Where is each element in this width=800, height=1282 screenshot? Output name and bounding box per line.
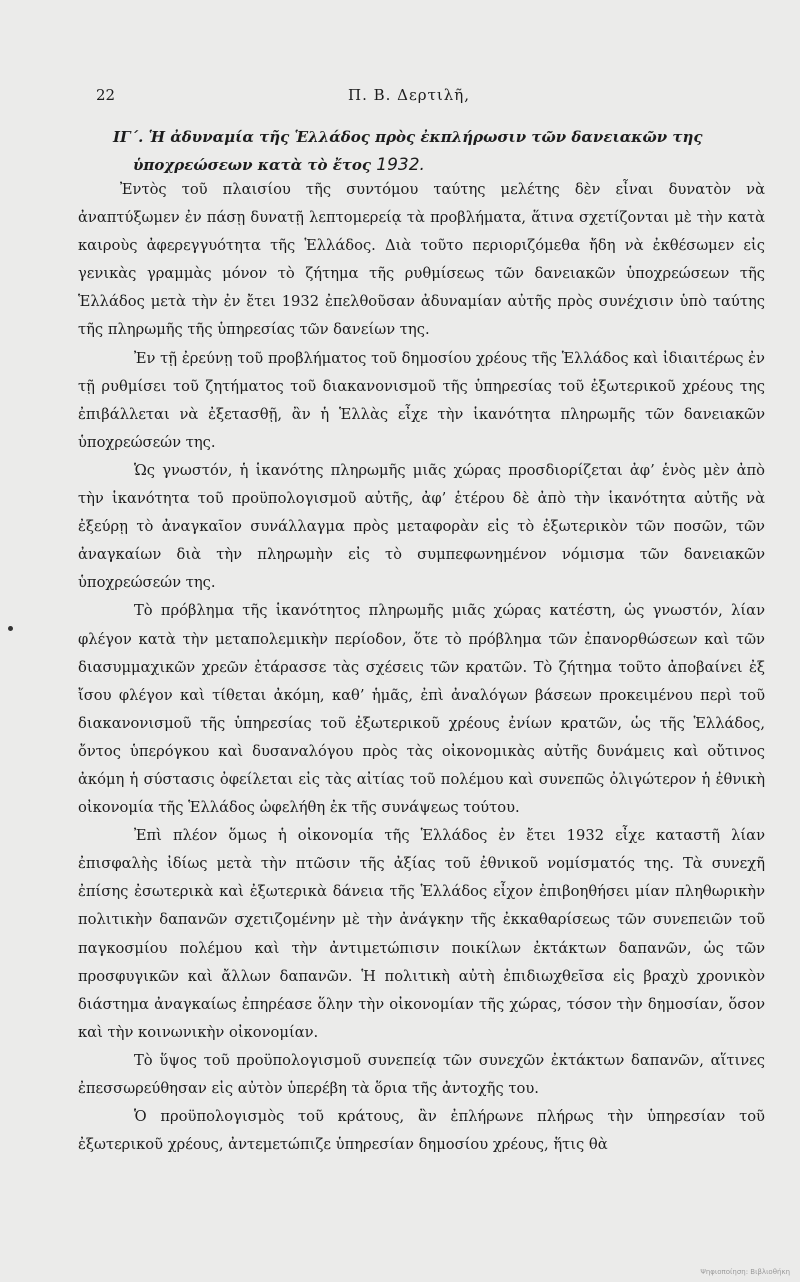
section-number: ΙΓ΄.	[113, 128, 144, 146]
paragraph-5: Ἐπὶ πλέον ὅμως ἡ οἰκονομία τῆς Ἑλλάδος ἐν ἔτει 1932 εἶχε καταστῆ λίαν ἐπισφαλὴς ἰδίως μετὰ τὴν πτῶσιν τῆς ἀξίας τοῦ ἐθνικοῦ νομίσματός της. Τὰ συνεχῆ ἐπίσης ἐσωτερικὰ καὶ ἐξωτερικὰ δάνεια τῆς Ἑλλάδος εἶχον ἐπιβοηθήσει μίαν πληθωρικὴν πολιτικὴν δαπανῶν σχετιζομένην μὲ τὴν ἀνάγκην τῆς ἐκκαθαρίσεως τῶν συνεπειῶν τοῦ παγκοσμίου πολέμου καὶ τὴν ἀντιμετώπισιν ποικίλων ἐκτάκτων δαπανῶν, ὡς τῶν προσφυγικῶν καὶ ἄλλων δαπανῶν. Ἡ πολιτικὴ αὐτὴ ἐπιδιωχθεῖσα εἰς βραχὺ χρονικὸν διάστημα ἀναγκαίως ἐπηρέασε ὅλην τὴν οἰκονομίαν τῆς χώρας, τόσον τὴν δημοσίαν, ὅσον καὶ τὴν κοινωνικὴν οἰκονομίαν.	[78, 827, 765, 1041]
paragraph-3: Ὡς γνωστόν, ἡ ἱκανότης πληρωμῆς μιᾶς χώρας προσδιορίζεται ἀφ’ ἑνὸς μὲν ἀπὸ τὴν ἱκανότητα τοῦ προϋπολογισμοῦ αὐτῆς, ἀφ’ ἑτέρου δὲ ἀπὸ τὴν ἱκανότητα αὐτῆς νὰ ἐξεύρῃ τὸ ἀναγκαῖον συνάλλαγμα πρὸς μεταφορὰν εἰς τὸ ἐξωτερικὸν τῶν ποσῶν, τῶν ἀναγκαίων διὰ τὴν πληρωμὴν εἰς τὸ συμπεφωνημένον νόμισμα τῶν δανειακῶν ὑποχρεώσεών της.	[78, 461, 765, 592]
page-header	[96, 86, 740, 110]
section-heading	[113, 123, 773, 179]
paragraph-4: Τὸ πρόβλημα τῆς ἱκανότητος πληρωμῆς μιᾶς χώρας κατέστη, ὡς γνωστόν, λίαν φλέγον κατὰ τὴν μεταπολεμικὴν περίοδον, ὅτε τὸ πρόβλημα τῶν ἐπανορθώσεων καὶ τῶν διασυμμαχικῶν χρεῶν ἐτάρασσε τὰς σχέσεις τῶν κρατῶν. Τὸ ζήτημα τοῦτο ἀποβαίνει ἐξ ἴσου φλέγον καὶ τίθεται ἀκόμη, καθ’ ἡμᾶς, ἐπὶ ἀναλόγων βάσεων προκειμένου περὶ τοῦ διακανονισμοῦ τῆς ὑπηρεσίας τοῦ ἐξωτερικοῦ χρέους ἐνίων κρατῶν, ὡς τῆς Ἑλλάδος, ὄντος ὑπερόγκου καὶ δυσαναλόγου πρὸς τὰς οἰκονομικὰς αὐτῆς δυνάμεις καὶ οὔτινος ἀκόμη ἡ σύστασις ὀφείλεται εἰς τὰς αἰτίας τοῦ πολέμου καὶ συνεπῶς ὀλιγώτερον ἡ ἐθνικὴ οἰκονομία τῆς Ἑλλάδος ὠφελήθη ἐκ τῆς συνάψεως τούτου.	[78, 602, 765, 817]
body-text	[78, 176, 765, 1159]
running-title: Π. Β. Δερτιλῆ,	[348, 86, 471, 104]
paragraph-7: Ὁ προϋπολογισμὸς τοῦ κράτους, ἂν ἐπλήρωνε πλήρως τὴν ὑπηρεσίαν τοῦ ἐξωτερικοῦ χρέους, ἀντεμετώπιζε ὑπηρεσίαν δημοσίου χρέους, ἥτις θὰ	[78, 1108, 765, 1154]
margin-mark	[8, 626, 13, 631]
section-title-line2: ὑποχρεώσεων κατὰ τὸ ἔτος	[133, 156, 372, 174]
paragraph-1: Ἐντὸς τοῦ πλαισίου τῆς συντόμου ταύτης μελέτης δὲν εἶναι δυνατὸν νὰ ἀναπτύξωμεν ἐν πάσῃ δυνατῇ λεπτομερείᾳ τὰ προβλήματα, ἅτινα σχετίζονται μὲ τὴν κατὰ καιροὺς ἀφερεγγυότητα τῆς Ἑλλάδος. Διὰ τοῦτο περιοριζόμεθα ἤδη νὰ ἐκθέσωμεν εἰς γενικὰς γραμμὰς μόνον τὸ ζήτημα τῆς ρυθμίσεως τῶν δανειακῶν ὑποχρεώσεων τῆς Ἑλλάδος μετὰ τὴν ἐν ἔτει 1932 ἐπελθοῦσαν ἀδυναμίαν αὐτῆς πρὸς συνέχισιν ὑπὸ ταύτης τῆς πληρωμῆς τῆς ὑπηρεσίας τῶν δανείων της.	[78, 181, 765, 339]
paragraph-6: Τὸ ὕψος τοῦ προϋπολογισμοῦ συνεπείᾳ τῶν συνεχῶν ἐκτάκτων δαπανῶν, αἵτινες ἐπεσσωρεύθησαν εἰς αὐτὸν ὑπερέβη τὰ ὅρια τῆς ἀντοχῆς του.	[78, 1051, 765, 1097]
section-title-line1: Ἡ ἀδυναμία τῆς Ἑλλάδος πρὸς ἐκπλήρωσιν τῶν δανειακῶν της	[148, 128, 703, 146]
page-number: 22	[96, 86, 116, 104]
section-year: 1932.	[376, 155, 425, 175]
paragraph-2: Ἐν τῇ ἐρεύνῃ τοῦ προβλήματος τοῦ δημοσίου χρέους τῆς Ἑλλάδος καὶ ἰδιαιτέρως ἐν τῇ ρυθμίσει τοῦ ζητήματος τοῦ διακανονισμοῦ τῆς ὑπηρεσίας τοῦ ἐξωτερικοῦ χρέους της ἐπιβάλλεται νὰ ἐξετασθῇ, ἂν ἡ Ἑλλὰς εἶχε τὴν ἱκανότητα πληρωμῆς τῶν δανειακῶν ὑποχρεώσεών της.	[78, 349, 765, 451]
section-title-line2-wrap	[113, 151, 773, 179]
digitization-watermark: Ψηφιοποίηση: Βιβλιοθήκη	[700, 1268, 790, 1276]
